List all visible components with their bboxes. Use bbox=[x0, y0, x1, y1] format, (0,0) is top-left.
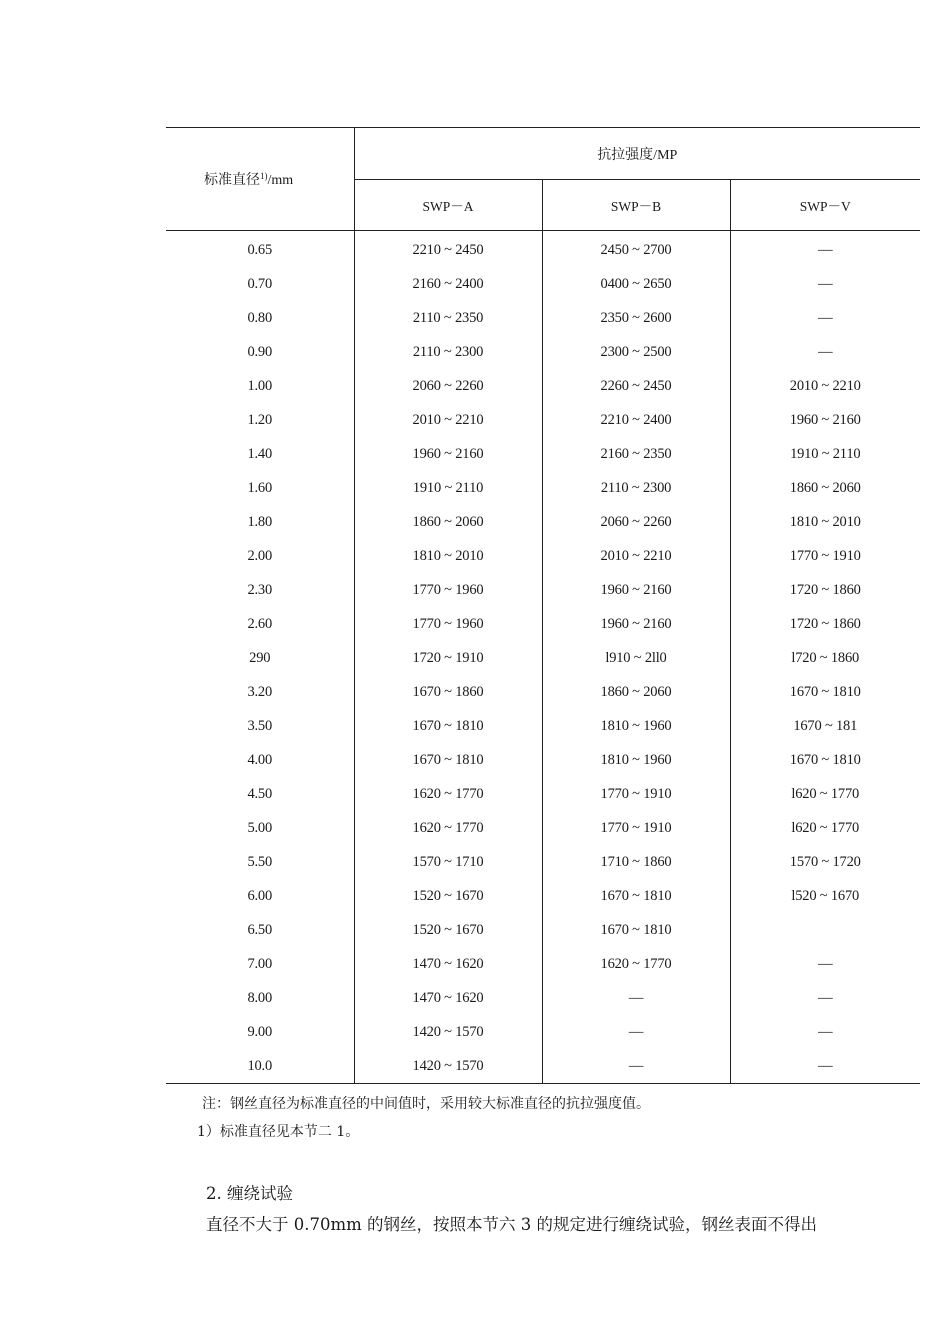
cell-swp-a: 2110 ~ 2350 bbox=[354, 301, 542, 335]
cell-swp-a: 1520 ~ 1670 bbox=[354, 879, 542, 913]
cell-swp-v: — bbox=[730, 1049, 920, 1084]
cell-diameter: 0.90 bbox=[166, 335, 354, 369]
table-row bbox=[166, 981, 920, 1015]
cell-swp-b: 1620 ~ 1770 bbox=[542, 947, 730, 981]
table-row bbox=[166, 369, 920, 403]
table-row bbox=[166, 573, 920, 607]
cell-swp-v: 1720 ~ 1860 bbox=[789, 581, 861, 598]
table-row bbox=[166, 267, 920, 301]
table-row bbox=[166, 947, 920, 981]
table-row bbox=[166, 641, 920, 675]
cell-diameter: 1.40 bbox=[166, 437, 354, 471]
table-row bbox=[166, 709, 920, 743]
table-note: 注：钢丝直径为标准直径的中间值时，采用较大标准直径的抗拉强度值。 bbox=[202, 1096, 650, 1112]
cell-swp-a: 1770 ~ 1960 bbox=[354, 607, 542, 641]
cell-swp-a: 2110 ~ 2300 bbox=[354, 335, 542, 369]
table-footnote: 1）标准直径见本节二 1。 bbox=[197, 1124, 360, 1140]
cell-swp-v: 1670 ~ 1810 bbox=[789, 751, 861, 768]
cell-diameter: 4.00 bbox=[166, 743, 354, 777]
table-row bbox=[166, 1015, 920, 1049]
table-row bbox=[166, 879, 920, 913]
cell-swp-v: l520 ~ 1670 bbox=[791, 887, 860, 904]
cell-swp-v: 1570 ~ 1720 bbox=[789, 853, 861, 870]
cell-diameter: 1.20 bbox=[166, 403, 354, 437]
cell-swp-b: 2010 ~ 2210 bbox=[542, 539, 730, 573]
cell-swp-b: — bbox=[542, 1049, 730, 1084]
cell-swp-a: 2060 ~ 2260 bbox=[354, 369, 542, 403]
cell-swp-b: 2210 ~ 2400 bbox=[542, 403, 730, 437]
cell-diameter: 5.00 bbox=[166, 811, 354, 845]
cell-swp-b: 2260 ~ 2450 bbox=[542, 369, 730, 403]
cell-swp-b: 1860 ~ 2060 bbox=[542, 675, 730, 709]
cell-diameter: 0.70 bbox=[166, 267, 354, 301]
cell-swp-a: 1810 ~ 2010 bbox=[354, 539, 542, 573]
tensile-strength-table bbox=[166, 127, 920, 1084]
cell-swp-a: 2160 ~ 2400 bbox=[354, 267, 542, 301]
cell-swp-v: — bbox=[818, 309, 833, 326]
table-row bbox=[166, 743, 920, 777]
cell-swp-b: 0400 ~ 2650 bbox=[542, 267, 730, 301]
cell-swp-v: — bbox=[818, 1023, 833, 1040]
cell-diameter: 2.00 bbox=[166, 539, 354, 573]
cell-swp-a: 2010 ~ 2210 bbox=[354, 403, 542, 437]
cell-swp-v: 1810 ~ 2010 bbox=[789, 513, 861, 530]
table-body bbox=[166, 231, 920, 1084]
cell-diameter: 3.20 bbox=[166, 675, 354, 709]
cell-swp-b: 2300 ~ 2500 bbox=[542, 335, 730, 369]
table-row bbox=[166, 675, 920, 709]
cell-swp-a: 1420 ~ 1570 bbox=[354, 1015, 542, 1049]
cell-swp-a: 1620 ~ 1770 bbox=[354, 811, 542, 845]
cell-diameter: 3.50 bbox=[166, 709, 354, 743]
cell-swp-a: 1470 ~ 1620 bbox=[354, 947, 542, 981]
cell-swp-b: 2160 ~ 2350 bbox=[542, 437, 730, 471]
table-row bbox=[166, 403, 920, 437]
cell-swp-b: 2060 ~ 2260 bbox=[542, 505, 730, 539]
table-row bbox=[166, 539, 920, 573]
cell-swp-v: l620 ~ 1770 bbox=[791, 819, 860, 836]
table-row bbox=[166, 505, 920, 539]
cell-swp-a: 1420 ~ 1570 bbox=[354, 1049, 542, 1084]
cell-swp-a: 1960 ~ 2160 bbox=[354, 437, 542, 471]
cell-swp-a: 1770 ~ 1960 bbox=[354, 573, 542, 607]
cell-diameter: 290 bbox=[166, 641, 354, 675]
cell-swp-a: 1620 ~ 1770 bbox=[354, 777, 542, 811]
section-heading: 2. 缠绕试验 bbox=[206, 1184, 293, 1203]
header-diameter-unit: /mm bbox=[267, 173, 294, 188]
cell-swp-b: 1810 ~ 1960 bbox=[542, 709, 730, 743]
cell-diameter: 6.00 bbox=[166, 879, 354, 913]
table-header bbox=[166, 128, 920, 231]
cell-diameter: 0.80 bbox=[166, 301, 354, 335]
cell-swp-b: l910 ~ 2ll0 bbox=[542, 641, 730, 675]
cell-diameter: 7.00 bbox=[166, 947, 354, 981]
section-body-text: 直径不大于 0.70mm 的钢丝，按照本节六 3 的规定进行缠绕试验，钢丝表面不得出 bbox=[206, 1215, 818, 1234]
cell-diameter: 1.60 bbox=[166, 471, 354, 505]
cell-swp-b: 1770 ~ 1910 bbox=[542, 811, 730, 845]
cell-swp-b: — bbox=[542, 1015, 730, 1049]
header-grade-swp-a: SWP－A bbox=[354, 180, 542, 231]
cell-diameter: 9.00 bbox=[166, 1015, 354, 1049]
cell-swp-v: 1770 ~ 1910 bbox=[789, 547, 861, 564]
cell-swp-v: 2010 ~ 2210 bbox=[789, 377, 861, 394]
cell-swp-b: 1770 ~ 1910 bbox=[542, 777, 730, 811]
cell-swp-v: 1860 ~ 2060 bbox=[789, 479, 861, 496]
cell-diameter: 5.50 bbox=[166, 845, 354, 879]
cell-swp-b: — bbox=[542, 981, 730, 1015]
cell-swp-a: 1520 ~ 1670 bbox=[354, 913, 542, 947]
table-row bbox=[166, 607, 920, 641]
cell-swp-v: 1670 ~ 181 bbox=[793, 717, 858, 734]
cell-swp-b: 1670 ~ 1810 bbox=[542, 913, 730, 947]
cell-swp-v: l720 ~ 1860 bbox=[791, 649, 860, 666]
cell-swp-a: 1570 ~ 1710 bbox=[354, 845, 542, 879]
cell-diameter: 1.80 bbox=[166, 505, 354, 539]
cell-swp-a: 2210 ~ 2450 bbox=[354, 231, 542, 268]
table-row bbox=[166, 913, 920, 947]
cell-swp-b: 2110 ~ 2300 bbox=[542, 471, 730, 505]
table-row bbox=[166, 471, 920, 505]
table-row bbox=[166, 777, 920, 811]
cell-diameter: 0.65 bbox=[166, 231, 354, 268]
cell-swp-a: 1720 ~ 1910 bbox=[354, 641, 542, 675]
cell-swp-a: 1470 ~ 1620 bbox=[354, 981, 542, 1015]
cell-diameter: 2.60 bbox=[166, 607, 354, 641]
cell-swp-b: 2450 ~ 2700 bbox=[542, 231, 730, 268]
cell-swp-a: 1670 ~ 1860 bbox=[354, 675, 542, 709]
header-tensile-strength: 抗拉强度/MP bbox=[354, 128, 920, 180]
cell-swp-b: 1670 ~ 1810 bbox=[542, 879, 730, 913]
cell-swp-v: 1670 ~ 1810 bbox=[789, 683, 861, 700]
cell-swp-v: — bbox=[818, 275, 833, 292]
table-row bbox=[166, 1049, 920, 1084]
cell-swp-b: 1960 ~ 2160 bbox=[542, 607, 730, 641]
header-grade-swp-v: SWP－V bbox=[730, 180, 920, 231]
header-standard-diameter bbox=[166, 128, 354, 231]
table-row bbox=[166, 811, 920, 845]
cell-diameter: 1.00 bbox=[166, 369, 354, 403]
table-row bbox=[166, 335, 920, 369]
cell-diameter: 6.50 bbox=[166, 913, 354, 947]
cell-diameter: 2.30 bbox=[166, 573, 354, 607]
cell-swp-v: — bbox=[818, 989, 833, 1006]
cell-swp-b: 2350 ~ 2600 bbox=[542, 301, 730, 335]
header-grade-swp-b: SWP－B bbox=[542, 180, 730, 231]
cell-swp-v bbox=[730, 913, 920, 947]
cell-swp-v: — bbox=[818, 241, 833, 258]
cell-swp-v: 1960 ~ 2160 bbox=[789, 411, 861, 428]
cell-swp-a: 1670 ~ 1810 bbox=[354, 743, 542, 777]
table-row bbox=[166, 301, 920, 335]
cell-swp-a: 1670 ~ 1810 bbox=[354, 709, 542, 743]
cell-swp-b: 1710 ~ 1860 bbox=[542, 845, 730, 879]
table-row bbox=[166, 437, 920, 471]
cell-swp-a: 1860 ~ 2060 bbox=[354, 505, 542, 539]
cell-swp-b: 1810 ~ 1960 bbox=[542, 743, 730, 777]
table-row bbox=[166, 845, 920, 879]
cell-diameter: 8.00 bbox=[166, 981, 354, 1015]
cell-swp-b: 1960 ~ 2160 bbox=[542, 573, 730, 607]
header-diameter-footnote-mark: 1) bbox=[260, 171, 268, 181]
cell-swp-a: 1910 ~ 2110 bbox=[354, 471, 542, 505]
header-diameter-label: 标准直径 bbox=[204, 173, 260, 188]
table-row bbox=[166, 231, 920, 268]
cell-swp-v: l620 ~ 1770 bbox=[791, 785, 860, 802]
cell-swp-v: 1910 ~ 2110 bbox=[790, 445, 861, 462]
cell-swp-v: — bbox=[818, 955, 833, 972]
cell-swp-v: — bbox=[818, 343, 833, 360]
cell-diameter: 10.0 bbox=[166, 1049, 354, 1084]
cell-swp-v: 1720 ~ 1860 bbox=[789, 615, 861, 632]
cell-diameter: 4.50 bbox=[166, 777, 354, 811]
